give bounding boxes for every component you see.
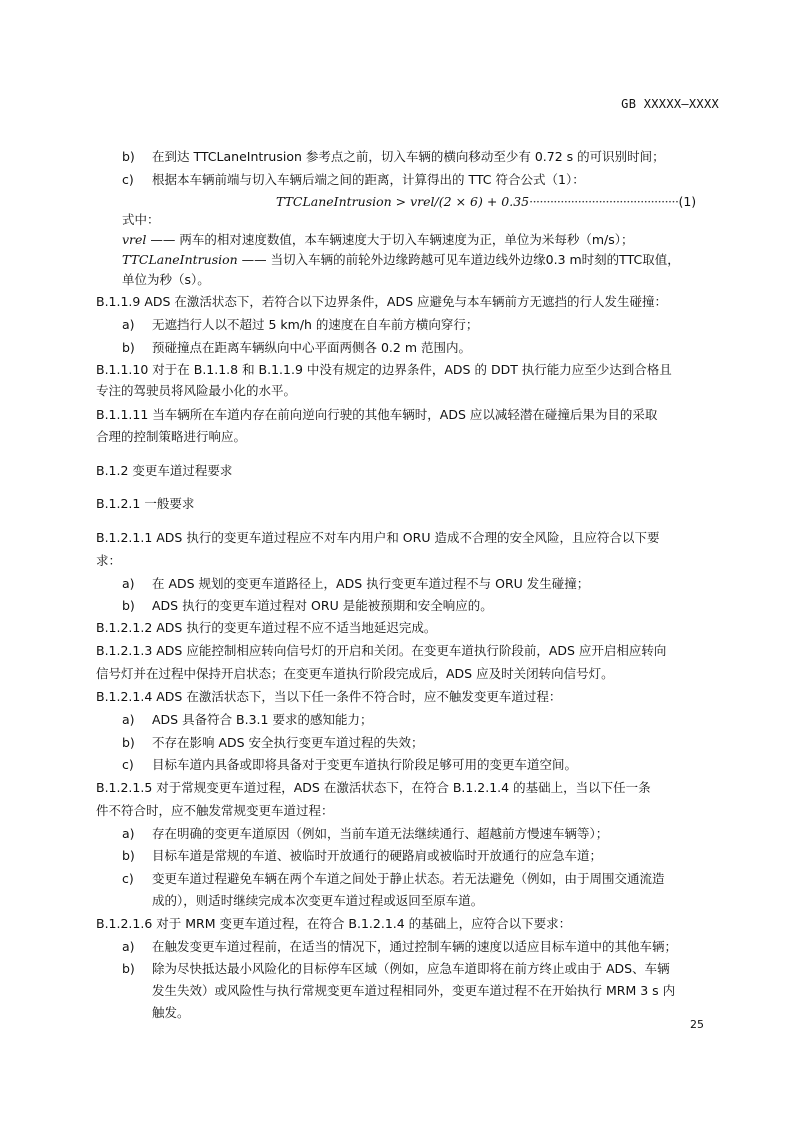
page-number: 25: [690, 1018, 704, 1031]
clause-continuation: 专注的驾驶员将风险最小化的水平。: [96, 383, 297, 398]
list-marker: b): [122, 961, 135, 976]
clause-b1-1-11: B.1.1.11 当车辆所在车道内存在前向逆向行驶的其他车辆时，ADS 应以减轻潜在碰撞后果为目的采取: [96, 407, 658, 422]
formula-number: (1): [678, 194, 697, 209]
clause-b1-2-1-5: B.1.2.1.5 对于常规变更车道过程，ADS 在激活状态下，在符合 B.1.2.1.4 的基础上，当以下任一条: [96, 780, 651, 795]
formula-rhs: > vrel/(2 × 6) + 0.35: [391, 194, 530, 209]
list-text: 变更车道过程避免车辆在两个车道之间处于静止状态。若无法避免（例如，由于周围交通流造: [152, 871, 665, 886]
formula-lhs: TTCLaneIntrusion: [276, 194, 392, 209]
clause-b1-2-1-2: B.1.2.1.2 ADS 执行的变更车道过程不应不适当地延迟完成。: [96, 620, 437, 635]
definition-ttc: [122, 251, 680, 269]
formula-leader-dots: ···········································: [529, 194, 679, 209]
list-marker: b): [122, 598, 135, 613]
list-item: [122, 316, 478, 334]
list-item-continuation: 触发。: [152, 1005, 190, 1020]
list-text: 不存在影响 ADS 安全执行变更车道过程的失效；: [152, 735, 424, 750]
list-text: 存在明确的变更车道原因（例如，当前车道无法继续通行、超越前方慢速车辆等）；: [152, 826, 609, 841]
clause-b1-1-10: B.1.1.10 对于在 B.1.1.8 和 B.1.1.9 中没有规定的边界条件，ADS 的 DDT 执行能力应至少达到合格且: [96, 362, 672, 377]
variable-name: vrel: [122, 232, 147, 247]
list-marker: a): [122, 939, 135, 954]
list-item: [122, 938, 677, 956]
where-label: 式中：: [122, 212, 160, 227]
list-item: [122, 339, 471, 357]
clause-b1-1-9: B.1.1.9 ADS 在激活状态下，若符合以下边界条件，ADS 应避免与本车辆前方无遮挡的行人发生碰撞：: [96, 294, 667, 309]
heading-b1-2: B.1.2 变更车道过程要求: [96, 463, 233, 478]
heading-b1-2-1: B.1.2.1 一般要求: [96, 496, 195, 511]
list-marker: a): [122, 712, 135, 727]
list-text: 除为尽快抵达最小风险化的目标停车区域（例如，应急车道即将在前方终止或由于 ADS、车辆: [152, 961, 670, 976]
list-text: 无遮挡行人以不超过 5 km/h 的速度在自车前方横向穿行；: [152, 317, 479, 332]
list-item: [122, 171, 585, 189]
definition-text: —— 当切入车辆的前轮外边缘跨越可见车道边线外边缘0.3 m时刻的TTC取值，: [237, 252, 680, 267]
list-text: 预碰撞点在距离车辆纵向中心平面两侧各 0.2 m 范围内。: [152, 340, 471, 355]
list-item: [122, 575, 589, 593]
list-item: [122, 148, 665, 166]
definition-vrel: [122, 231, 634, 249]
list-marker: b): [122, 340, 135, 355]
list-item: [122, 734, 424, 752]
clause-continuation: 信号灯并在过程中保持开启状态；在变更车道执行阶段完成后，ADS 应及时关闭转向信号灯。: [96, 666, 614, 681]
list-item: [122, 597, 493, 615]
list-text: 根据本车辆前端与切入车辆后端之间的距离，计算得出的 TTC 符合公式（1）：: [152, 172, 585, 187]
clause-b1-2-1-1: B.1.2.1.1 ADS 执行的变更车道过程应不对车内用户和 ORU 造成不合理的安全风险，且应符合以下要: [96, 530, 660, 545]
clause-b1-2-1-4: B.1.2.1.4 ADS 在激活状态下，当以下任一条件不符合时，应不触发变更车道过程：: [96, 689, 562, 704]
list-marker: b): [122, 848, 135, 863]
list-text: 在触发变更车道过程前，在适当的情况下，通过控制车辆的速度以适应目标车道中的其他车辆；: [152, 939, 678, 954]
list-marker: b): [122, 735, 135, 750]
list-item-continuation: 发生失效）或风险性与执行常规变更车道过程相同外，变更车道过程不在开始执行 MRM 3 s 内: [152, 983, 676, 998]
list-item: [122, 825, 608, 843]
list-item: [122, 847, 602, 865]
clause-continuation: 件不符合时，应不触发常规变更车道过程：: [96, 803, 334, 818]
list-marker: a): [122, 317, 135, 332]
variable-name: TTCLaneIntrusion: [122, 252, 238, 267]
list-item: [122, 870, 665, 888]
list-text: ADS 执行的变更车道过程对 ORU 是能被预期和安全响应的。: [152, 598, 493, 613]
list-marker: c): [122, 757, 134, 772]
list-text: 在 ADS 规划的变更车道路径上，ADS 执行变更车道过程不与 ORU 发生碰撞；: [152, 576, 590, 591]
clause-continuation: 合理的控制策略进行响应。: [96, 429, 247, 444]
list-item: [122, 756, 577, 774]
list-text: 目标车道是常规的车道、被临时开放通行的硬路肩或被临时开放通行的应急车道；: [152, 848, 603, 863]
list-marker: a): [122, 826, 135, 841]
definition-text: —— 两车的相对速度数值，本车辆速度大于切入车辆速度为正，单位为米每秒（m/s）；: [146, 232, 634, 247]
list-item: [122, 960, 670, 978]
clause-b1-2-1-6: B.1.2.1.6 对于 MRM 变更车道过程，在符合 B.1.2.1.4 的基础上，应符合以下要求：: [96, 916, 572, 931]
list-marker: a): [122, 576, 135, 591]
list-text: 在到达 TTCLaneIntrusion 参考点之前，切入车辆的横向移动至少有 0.72 s 的可识别时间；: [152, 149, 665, 164]
list-marker: c): [122, 871, 134, 886]
list-item-continuation: 成的），则适时继续完成本次变更车道过程或返回至原车道。: [152, 893, 484, 908]
definition-continuation: 单位为秒（s）。: [122, 272, 210, 287]
header-doc-code: GB XXXXX—XXXX: [621, 97, 719, 111]
list-text: 目标车道内具备或即将具备对于变更车道执行阶段足够可用的变更车道空间。: [152, 757, 578, 772]
list-marker: c): [122, 172, 134, 187]
clause-continuation: 求：: [96, 553, 122, 568]
list-marker: b): [122, 149, 135, 164]
list-text: ADS 具备符合 B.3.1 要求的感知能力；: [152, 712, 373, 727]
clause-b1-2-1-3: B.1.2.1.3 ADS 应能控制相应转向信号灯的开启和关闭。在变更车道执行阶段前，ADS 应开启相应转向: [96, 643, 667, 658]
list-item: [122, 711, 372, 729]
formula-1: [276, 193, 696, 211]
